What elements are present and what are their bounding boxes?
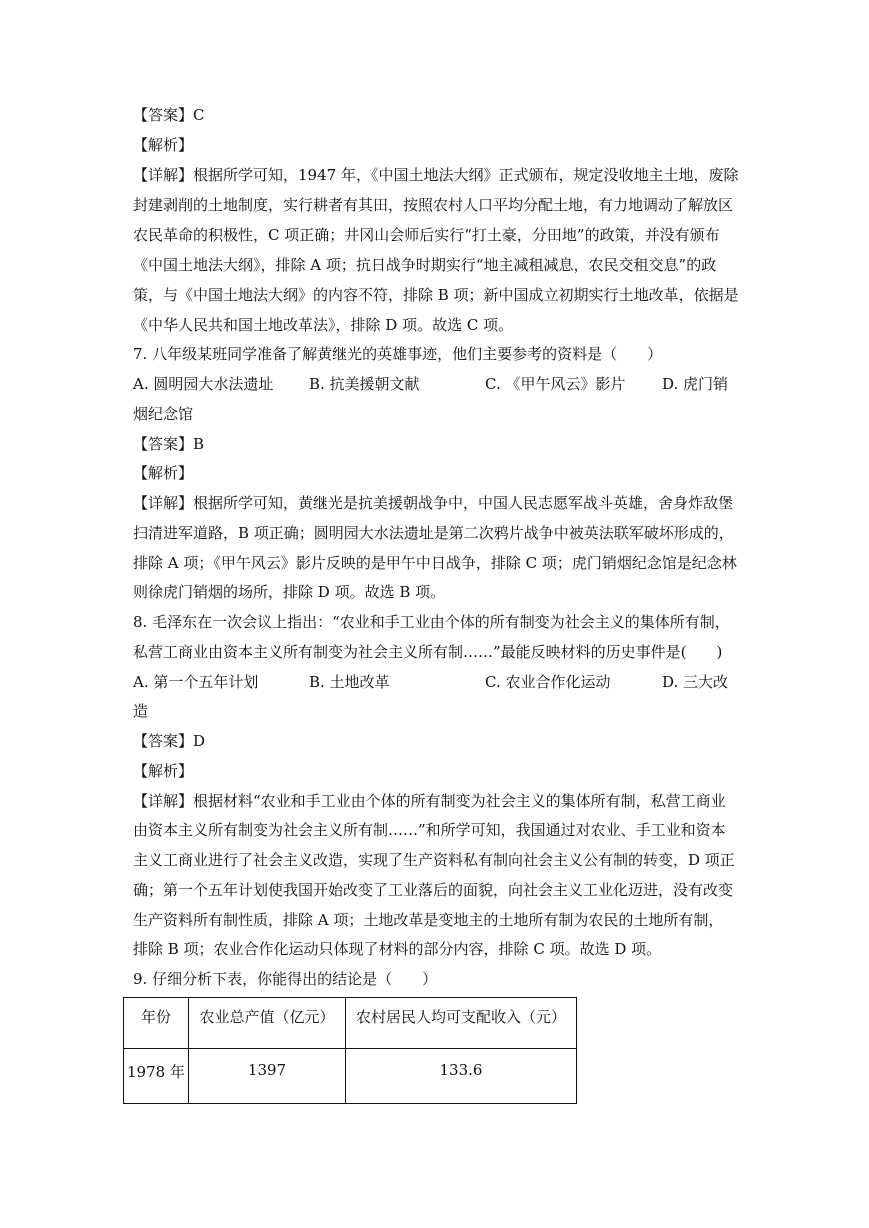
q7-detail-line: 【详解】根据所学可知，黄继光是抗美援朝战争中，中国人民志愿军战斗英雄，舍身炸敌堡 — [133, 494, 734, 512]
q8-option-b: B. 土地改革 — [309, 673, 390, 691]
q8-answer: 【答案】D — [133, 732, 206, 750]
q7-analysis-label: 【解析】 — [133, 464, 194, 482]
q8-option-d: D. 三大改 — [662, 673, 729, 691]
q8-detail-line: 生产资料所有制性质，排除 A 项；土地改革是变地主的土地所有制为农民的土地所有制， — [133, 911, 724, 929]
table-cell: 1397 — [189, 1049, 346, 1104]
q6-detail-line: 农民革命的积极性，C 项正确；井冈山会师后实行“打土豪，分田地”的政策，并没有颁布 — [133, 226, 720, 244]
q7-option-d: D. 虎门销 — [662, 375, 729, 393]
q8-option-wrap: 造 — [133, 702, 149, 720]
table-header-cell: 农村居民人均可支配收入（元） — [346, 998, 577, 1049]
q7-option-wrap: 烟纪念馆 — [133, 405, 194, 423]
q6-detail-line: 策，与《中国土地法大纲》的内容不符，排除 B 项；新中国成立初期实行土地改革，依据是 — [133, 286, 739, 304]
table-cell: 1978 年 — [124, 1049, 189, 1104]
q8-analysis-label: 【解析】 — [133, 762, 194, 780]
q8-stem-line: 私营工商业由资本主义所有制变为社会主义所有制……”最能反映材料的历史事件是( ) — [133, 643, 723, 661]
q8-detail-line: 【详解】根据材料“农业和手工业由个体的所有制变为社会主义的集体所有制，私营工商业 — [133, 792, 726, 810]
q9-stem: 9. 仔细分析下表，你能得出的结论是（ ） — [133, 970, 438, 988]
q7-detail-line: 则徐虎门销烟的场所，排除 D 项。故选 B 项。 — [133, 583, 446, 601]
q8-detail-line: 排除 B 项；农业合作化运动只体现了材料的部分内容，排除 C 项。故选 D 项。 — [133, 940, 662, 958]
table-header-cell: 年份 — [124, 998, 189, 1049]
table-row — [124, 1049, 577, 1104]
q9-data-table — [123, 997, 577, 1104]
q7-answer: 【答案】B — [133, 435, 205, 453]
table-header-cell: 农业总产值（亿元） — [189, 998, 346, 1049]
q7-stem: 7. 八年级某班同学准备了解黄继光的英雄事迹，他们主要参考的资料是（ ） — [133, 345, 663, 363]
q6-detail-line: 《中国土地法大纲》，排除 A 项；抗日战争时期实行“地主减租减息，农民交租交息”的政 — [133, 256, 717, 274]
q6-detail-line: 《中华人民共和国土地改革法》，排除 D 项。故选 C 项。 — [133, 316, 514, 334]
q8-detail-line: 由资本主义所有制变为社会主义所有制……”和所学可知，我国通过对农业、手工业和资本 — [133, 821, 726, 839]
q7-option-b: B. 抗美援朝文献 — [309, 375, 420, 393]
q8-detail-line: 确；第一个五年计划使我国开始改变了工业落后的面貌，向社会主义工业化迈进，没有改变 — [133, 881, 734, 899]
table-header-row — [124, 998, 577, 1049]
q6-detail-line: 【详解】根据所学可知，1947 年，《中国土地法大纲》正式颁布，规定没收地主土地，废除 — [133, 166, 739, 184]
q7-option-a: A. 圆明园大水法遗址 — [133, 375, 274, 393]
q7-detail-line: 扫清进军道路，B 项正确；圆明园大水法遗址是第二次鸦片战争中被英法联军破坏形成的， — [133, 524, 734, 542]
q7-detail-line: 排除 A 项；《甲午风云》影片反映的是甲午中日战争，排除 C 项；虎门销烟纪念馆是纪念林 — [133, 554, 737, 572]
q7-option-c: C. 《甲午风云》影片 — [485, 375, 626, 393]
q6-answer: 【答案】C — [133, 106, 205, 124]
q8-stem-line: 8. 毛泽东在一次会议上指出：“农业和手工业由个体的所有制变为社会主义的集体所有制， — [133, 613, 730, 631]
q8-detail-line: 主义工商业进行了社会主义改造，实现了生产资料私有制向社会主义公有制的转变，D 项正 — [133, 851, 735, 869]
q6-detail-line: 封建剥削的土地制度，实行耕者有其田，按照农村人口平均分配土地，有力地调动了解放区 — [133, 196, 734, 214]
q6-analysis-label: 【解析】 — [133, 136, 194, 154]
q8-option-c: C. 农业合作化运动 — [485, 673, 611, 691]
q8-option-a: A. 第一个五年计划 — [133, 673, 259, 691]
table-cell: 133.6 — [346, 1049, 577, 1104]
